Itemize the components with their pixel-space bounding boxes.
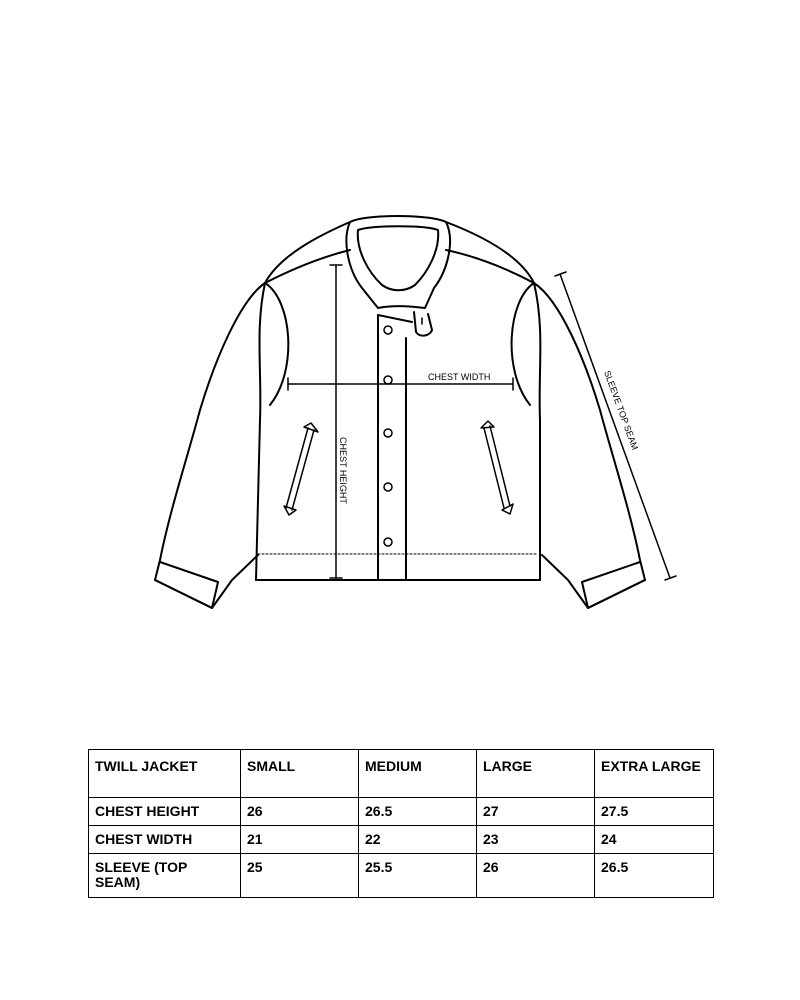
table-cell: 26.5 [359,798,477,826]
table-cell: 25 [241,854,359,898]
collar-inner [358,226,438,290]
button-3 [384,429,392,437]
table-cell: 26 [241,798,359,826]
right-sleeve-outline [534,283,645,608]
jacket-body-outline [256,222,540,580]
row-label: CHEST WIDTH [89,826,241,854]
button-2 [384,376,392,384]
header-medium: MEDIUM [359,750,477,798]
size-chart-table [88,749,714,898]
table-cell: 25.5 [359,854,477,898]
table-cell: 21 [241,826,359,854]
chest-height-label: CHEST HEIGHT [338,437,348,504]
table-row [89,798,714,826]
chest-height-measure [330,265,342,578]
left-pocket [284,423,318,515]
table-cell: 26 [477,854,595,898]
table-cell: 26.5 [595,854,714,898]
table-cell: 24 [595,826,714,854]
table-cell: 23 [477,826,595,854]
header-small: SMALL [241,750,359,798]
table-cell: 27.5 [595,798,714,826]
table-row [89,826,714,854]
left-cuff [155,562,218,608]
table-cell: 27 [477,798,595,826]
row-label: SLEEVE (TOP SEAM) [89,854,241,898]
button-4 [384,483,392,491]
sleeve-top-seam-label: SLEEVE TOP SEAM [602,369,641,452]
row-label: CHEST HEIGHT [89,798,241,826]
table-header-row [89,750,714,798]
left-sleeve-inner-seam [265,283,288,405]
button-5 [384,538,392,546]
right-sleeve-inner-seam [512,283,534,405]
header-large: LARGE [477,750,595,798]
right-cuff [582,562,645,608]
button-1 [384,326,392,334]
placket-top [378,315,412,322]
table-cell: 22 [359,826,477,854]
table-row [89,854,714,898]
header-extra-large: EXTRA LARGE [595,750,714,798]
right-pocket [481,421,513,514]
collar-tab [414,312,432,336]
header-product: TWILL JACKET [89,750,241,798]
chest-width-label: CHEST WIDTH [428,372,491,382]
sleeve-measure [555,272,676,580]
left-sleeve-outline [155,283,265,608]
